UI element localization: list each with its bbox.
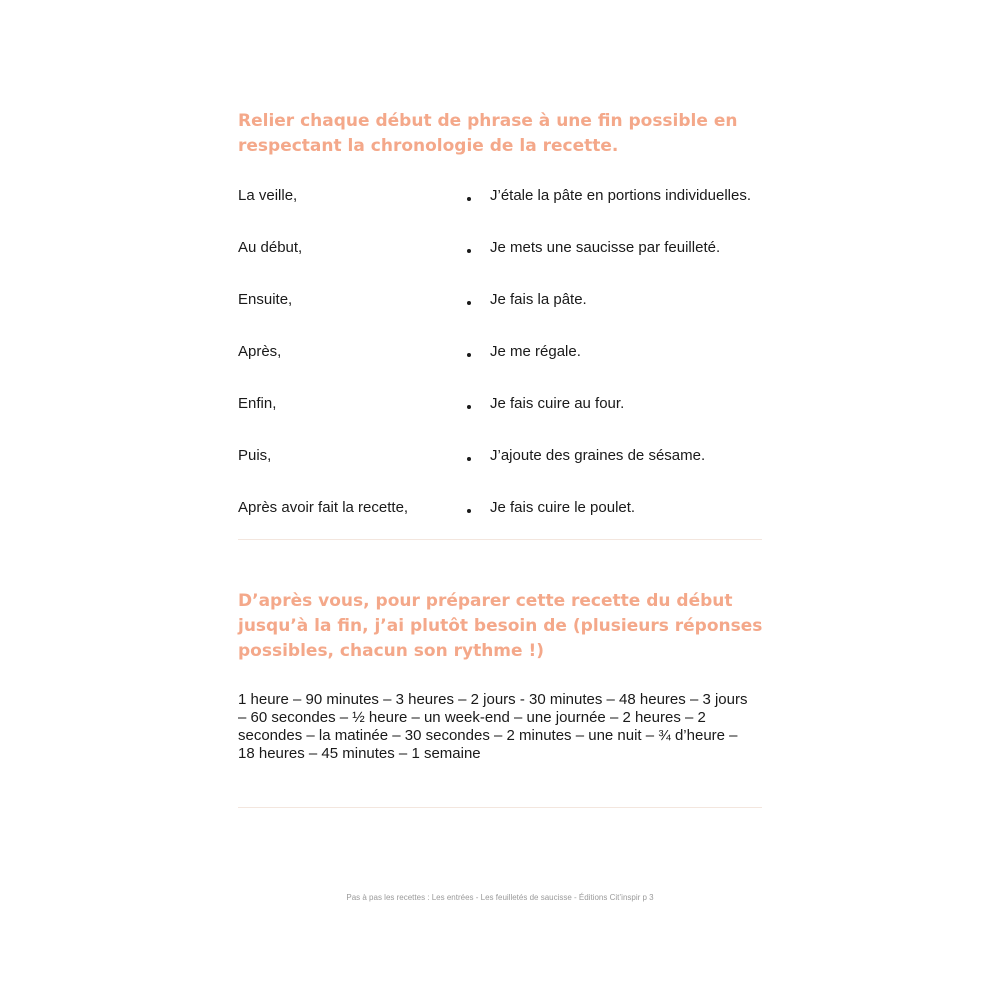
sentence-end: Je fais cuire au four.: [490, 395, 625, 412]
match-row: [238, 343, 778, 367]
duration-options: 1 heure – 90 minutes – 3 heures – 2 jours - 30 minutes – 48 heures – 3 jours – 60 secondes – ½ heure – un week-end – une journée – 2 heures – 2 secondes – la matinée – 30 secondes – 2 minutes – une nuit – ¾ d’heure – 18 heures – 45 minutes – 1 semaine: [238, 691, 748, 762]
match-dot-icon[interactable]: [467, 405, 471, 409]
section-divider: [238, 539, 762, 540]
sentence-end: J’ajoute des graines de sésame.: [490, 447, 706, 464]
section1-heading: Relier chaque début de phrase à une fin possible en respectant la chronologie de la recette.: [238, 111, 738, 156]
match-dot-icon[interactable]: [467, 197, 471, 201]
sentence-start: Puis,: [238, 447, 272, 464]
sentence-start: Ensuite,: [238, 291, 293, 308]
sentence-end: Je mets une saucisse par feuilleté.: [490, 239, 721, 256]
match-dot-icon[interactable]: [467, 353, 471, 357]
sentence-end: Je fais la pâte.: [490, 291, 587, 308]
match-dot-icon[interactable]: [467, 509, 471, 513]
match-row: [238, 291, 778, 315]
match-dot-icon[interactable]: [467, 301, 471, 305]
sentence-start: La veille,: [238, 187, 298, 204]
match-row: [238, 187, 778, 211]
sentence-start: Après,: [238, 343, 282, 360]
match-row: [238, 239, 778, 263]
section2-heading: D’après vous, pour préparer cette recette du début jusqu’à la fin, j’ai plutôt besoin de (plusieurs réponses possibles, chacun son rythme !): [238, 591, 763, 661]
page-footer: Pas à pas les recettes : Les entrées - Les feuilletés de saucisse - Éditions Cit’inspir p 3: [346, 893, 654, 902]
match-dot-icon[interactable]: [467, 457, 471, 461]
match-row: [238, 447, 778, 471]
sentence-end: Je me régale.: [490, 343, 581, 360]
match-row: [238, 395, 778, 419]
sentence-end: Je fais cuire le poulet.: [490, 499, 636, 516]
sentence-start: Enfin,: [238, 395, 277, 412]
sentence-start: Après avoir fait la recette,: [238, 499, 409, 516]
match-row: [238, 499, 778, 523]
sentence-end: J’étale la pâte en portions individuelles.: [490, 187, 751, 204]
sentence-start: Au début,: [238, 239, 303, 256]
section-divider: [238, 807, 762, 808]
match-dot-icon[interactable]: [467, 249, 471, 253]
